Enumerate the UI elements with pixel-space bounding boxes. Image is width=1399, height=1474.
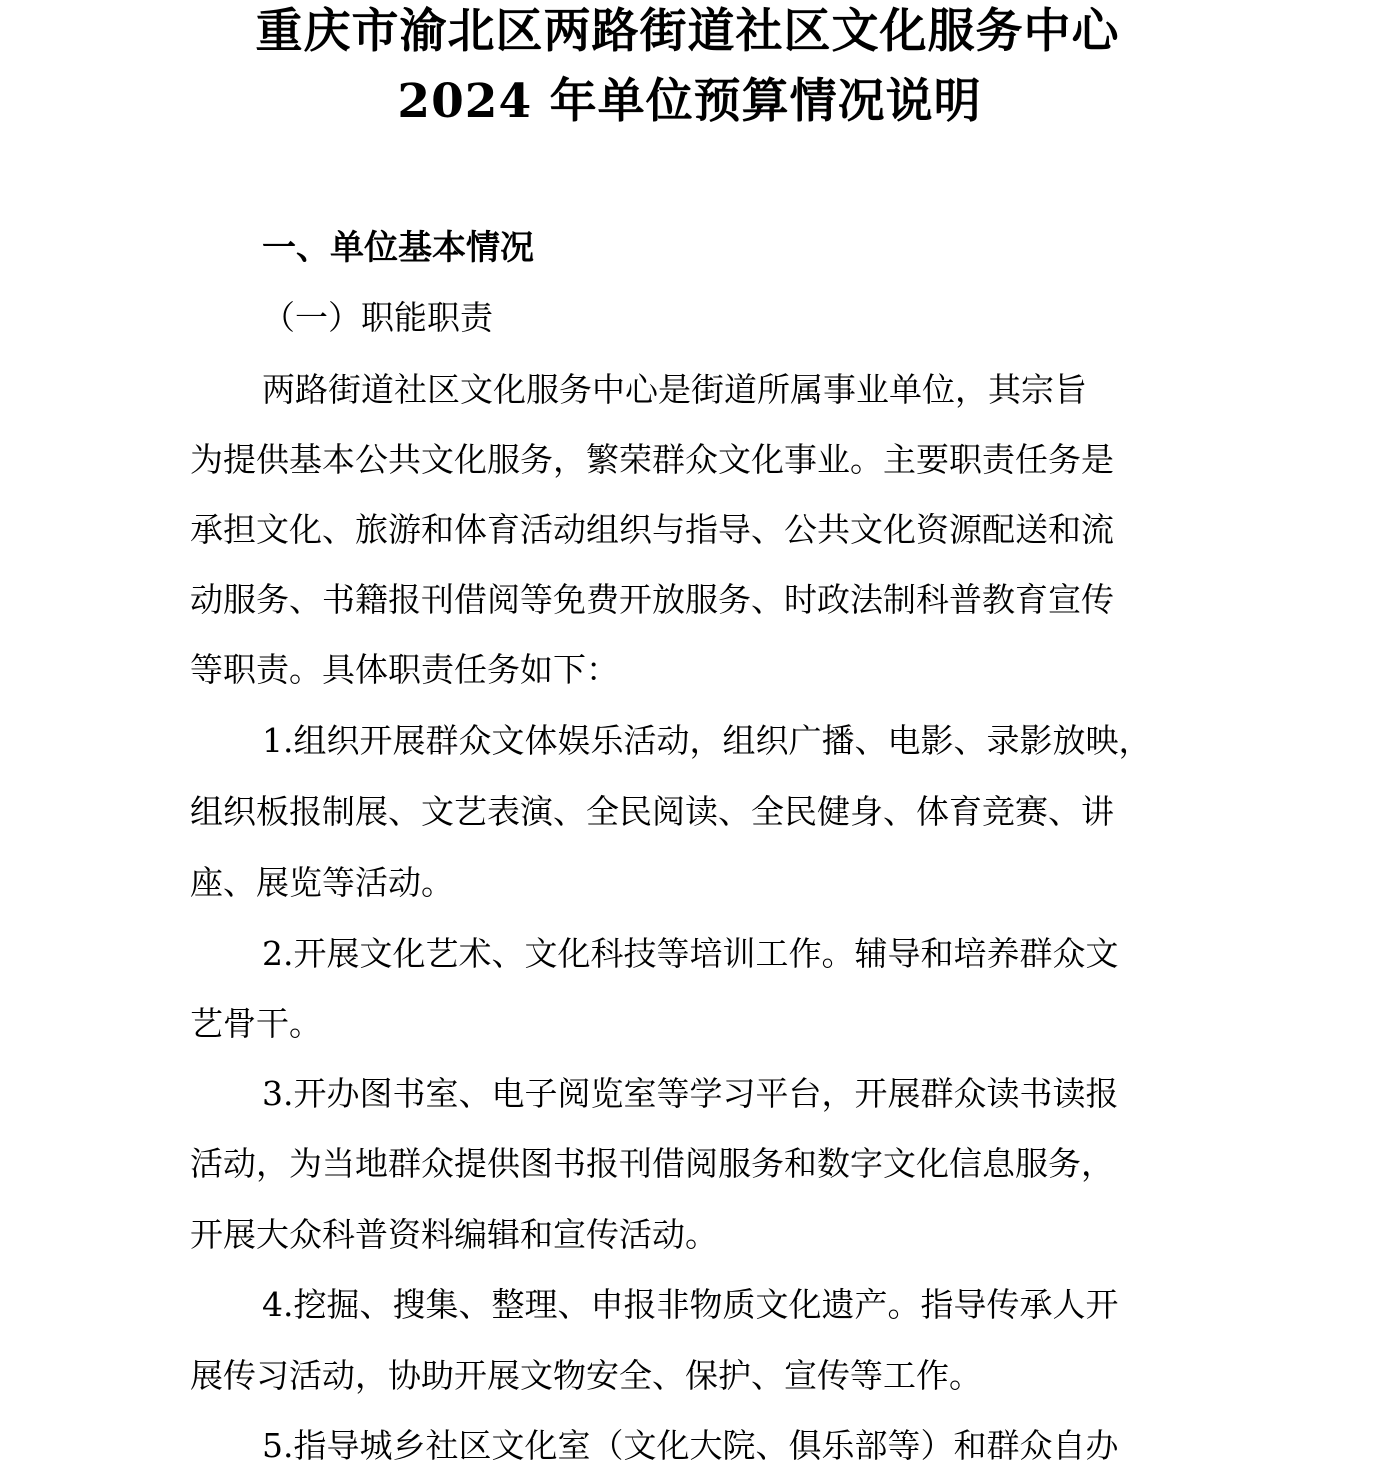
paragraph-line: 两路街道社区文化服务中心是街道所属事业单位，其宗旨 bbox=[262, 370, 1087, 409]
list-item-line: 2.开展文化艺术、文化科技等培训工作。辅导和培养群众文 bbox=[262, 934, 1119, 973]
list-item-line: 5.指导城乡社区文化室（文化大院、俱乐部等）和群众自办 bbox=[262, 1426, 1119, 1465]
section-heading: 一、单位基本情况 bbox=[262, 228, 534, 268]
list-item-line: 开展大众科普资料编辑和宣传活动。 bbox=[190, 1215, 718, 1254]
list-item-line: 4.挖掘、搜集、整理、申报非物质文化遗产。指导传承人开 bbox=[262, 1285, 1119, 1324]
list-item-line: 组织板报制展、文艺表演、全民阅读、全民健身、体育竞赛、讲 bbox=[190, 792, 1114, 831]
document-title-line-2: 2024 年单位预算情况说明 bbox=[397, 74, 982, 129]
document-title-line-1: 重庆市渝北区两路街道社区文化服务中心 bbox=[255, 4, 1120, 59]
list-item-line: 展传习活动，协助开展文物安全、保护、宣传等工作。 bbox=[190, 1356, 982, 1395]
subsection-heading: （一）职能职责 bbox=[262, 298, 493, 337]
paragraph-line: 为提供基本公共文化服务，繁荣群众文化事业。主要职责任务是 bbox=[190, 440, 1114, 479]
list-item-line: 座、展览等活动。 bbox=[190, 863, 454, 902]
list-item-line: 活动，为当地群众提供图书报刊借阅服务和数字文化信息服务， bbox=[190, 1144, 1114, 1183]
paragraph-line: 等职责。具体职责任务如下： bbox=[190, 650, 619, 689]
list-item-line: 1.组织开展群众文体娱乐活动，组织广播、电影、录影放映， bbox=[262, 721, 1152, 760]
list-item-line: 3.开办图书室、电子阅览室等学习平台，开展群众读书读报 bbox=[262, 1074, 1119, 1113]
paragraph-line: 动服务、书籍报刊借阅等免费开放服务、时政法制科普教育宣传 bbox=[190, 580, 1114, 619]
paragraph-line: 承担文化、旅游和体育活动组织与指导、公共文化资源配送和流 bbox=[190, 510, 1114, 549]
list-item-line: 艺骨干。 bbox=[190, 1004, 322, 1043]
